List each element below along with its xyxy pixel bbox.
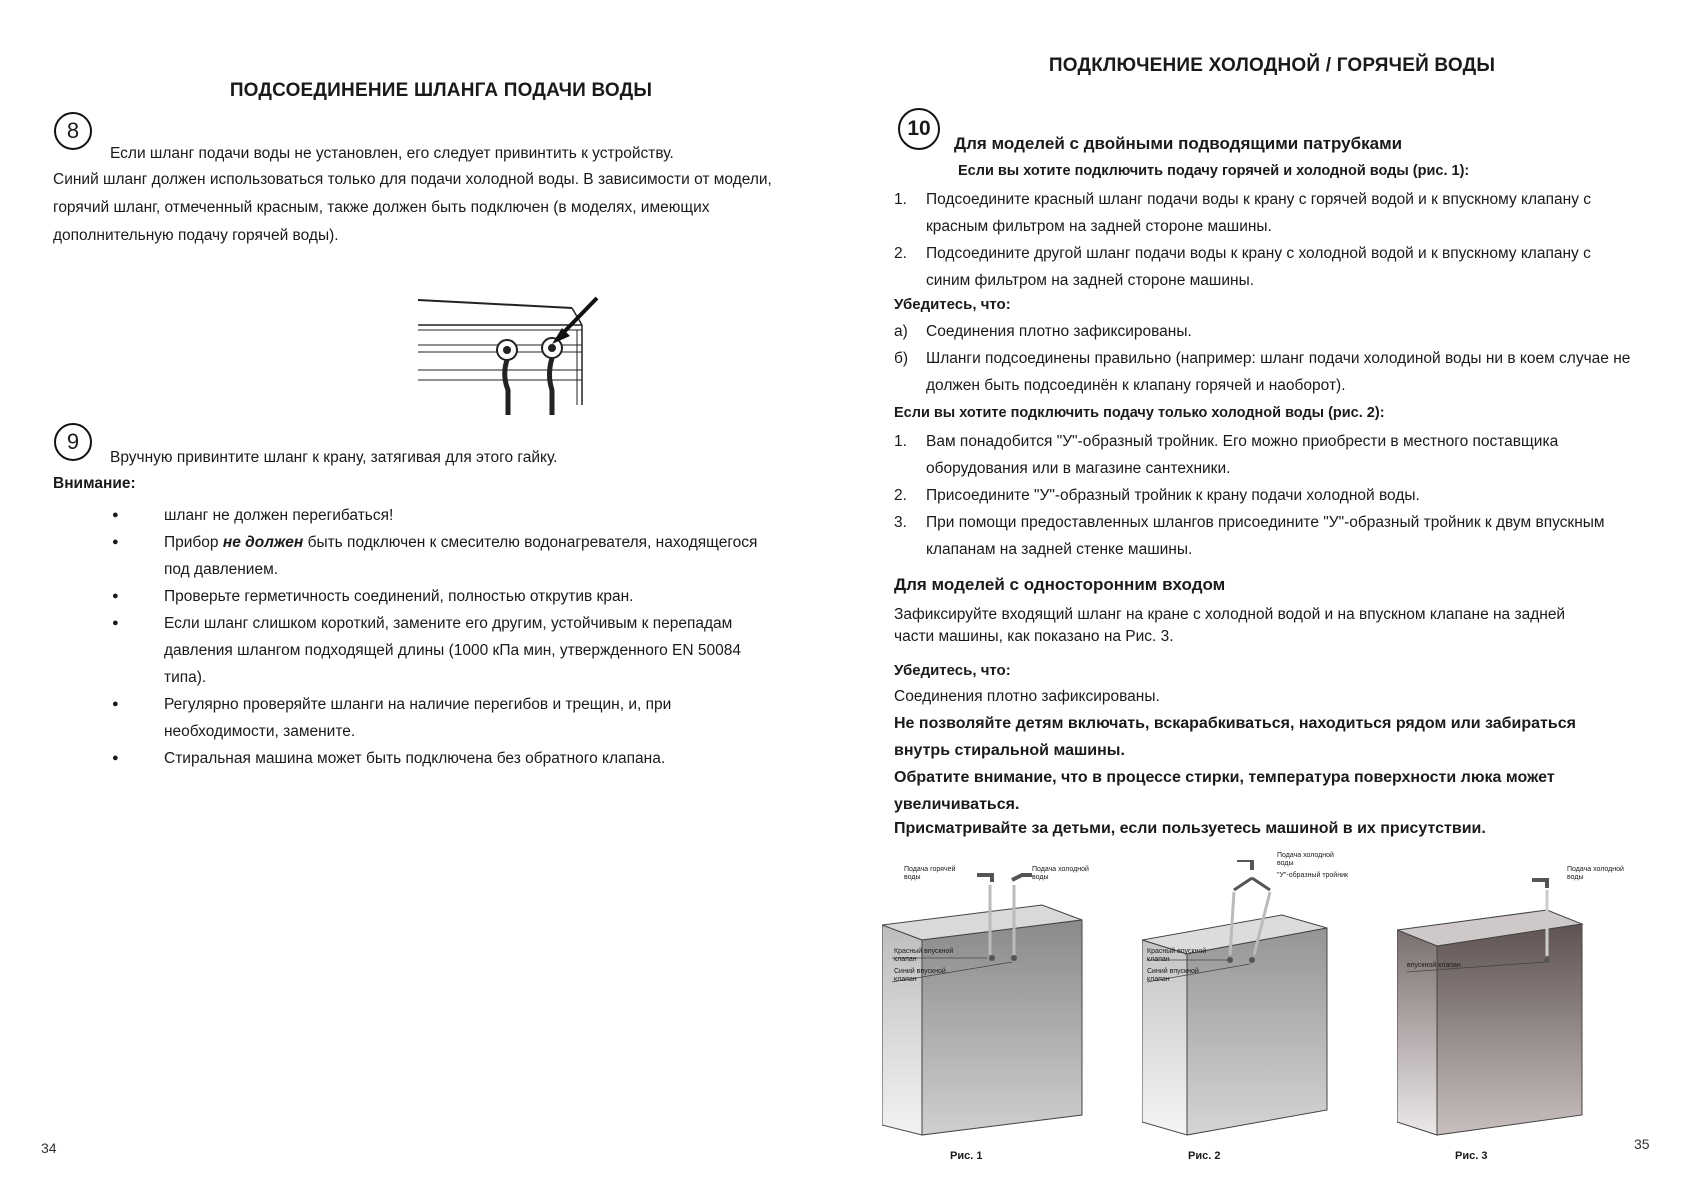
step-text: Подсоедините красный шланг подачи воды к крану с горячей водой и к впускному клапану с красным фильтром на задней стороне машины. bbox=[926, 191, 1592, 235]
figure-1-cold-label: Подача холодной воды bbox=[1032, 866, 1089, 881]
step-text: При помощи предоставленных шлангов присоедините "У"-образный тройник к двум впускным клапанам на задней стенке машины. bbox=[926, 514, 1605, 558]
check-marker: б) bbox=[894, 350, 909, 367]
step-number: 1. bbox=[894, 191, 907, 208]
step-number: 2. bbox=[894, 245, 907, 262]
figure-2 bbox=[1142, 852, 1382, 1162]
step-number: 1. bbox=[894, 433, 907, 450]
cold-steps bbox=[894, 428, 1634, 563]
step-number: 3. bbox=[894, 514, 907, 531]
bullet-text: Регулярно проверяйте шланги на наличие перегибов и трещин, и, при необходимости, замените. bbox=[164, 696, 672, 740]
ensure-label-1: Убедитесь, что: bbox=[894, 296, 1011, 313]
check-text: Соединения плотно зафиксированы. bbox=[926, 323, 1192, 340]
attention-list bbox=[112, 502, 772, 772]
step-10-badge: 10 bbox=[898, 108, 940, 150]
list-item bbox=[112, 583, 772, 610]
list-item bbox=[112, 502, 772, 529]
figure-2-blue-label: Синий впускной клапан bbox=[1147, 968, 1199, 983]
list-item bbox=[112, 529, 772, 583]
check-marker: а) bbox=[894, 323, 908, 340]
checks-list bbox=[894, 318, 1634, 399]
bullet-text: шланг не должен перегибаться! bbox=[164, 507, 394, 524]
figure-2-tee-label: "У"-образный тройник bbox=[1277, 872, 1349, 879]
step-8-first-line: Если шланг подачи воды не установлен, его следует привинтить к устройству. bbox=[110, 145, 674, 162]
step-8-text: Синий шланг должен использоваться только для подачи холодной воды. В зависимости от модели, горячий шланг, отмеченный красным, также должен быть подключен (в моделях, имеющих дополнительную подачу горячей воды). bbox=[53, 171, 772, 244]
figure-1-drawing bbox=[882, 860, 1122, 1150]
bullet-text: Стиральная машина может быть подключена без обратного клапана. bbox=[164, 750, 666, 767]
step-text: Подсоедините другой шланг подачи воды к крану с холодной водой и к впускному клапану с синим фильтром на задней стороне машины. bbox=[926, 245, 1591, 289]
figure-3 bbox=[1397, 860, 1637, 1160]
list-item bbox=[894, 509, 1634, 563]
list-item bbox=[894, 240, 1634, 294]
check-text: Шланги подсоединены правильно (например: шланг подачи холодиной воды ни в коем случае не должен быть подсоединён к клапану горячей и наоборот). bbox=[926, 350, 1631, 394]
warning-supervise: Присматривайте за детьми, если пользуетесь машиной в их присутствии. bbox=[894, 820, 1486, 837]
dual-heading: Для моделей с двойными подводящими патрубками bbox=[954, 134, 1403, 153]
figure-3-cold-label: Подача холодной воды bbox=[1567, 866, 1624, 881]
list-item bbox=[894, 428, 1634, 482]
bullet-prefix: Прибор bbox=[164, 534, 219, 551]
figure-1-caption: Рис. 1 bbox=[950, 1150, 983, 1162]
list-item bbox=[112, 610, 772, 691]
bullet-text: Проверьте герметичность соединений, полностью открутив кран. bbox=[164, 588, 634, 605]
right-title: ПОДКЛЮЧЕНИЕ ХОЛОДНОЙ / ГОРЯЧЕЙ ВОДЫ bbox=[1048, 55, 1496, 76]
figure-3-drawing bbox=[1397, 860, 1637, 1150]
dual-steps bbox=[894, 186, 1634, 294]
step-8-badge: 8 bbox=[54, 112, 92, 150]
step-9-badge: 9 bbox=[54, 423, 92, 461]
figure-1 bbox=[882, 860, 1122, 1160]
step-9-text: Вручную привинтите шланг к крану, затягивая для этого гайку. bbox=[110, 449, 558, 466]
figure-3-caption: Рис. 3 bbox=[1455, 1150, 1488, 1162]
figure-2-caption: Рис. 2 bbox=[1188, 1150, 1221, 1162]
cold-subheading: Если вы хотите подключить подачу только холодной воды (рис. 2): bbox=[894, 405, 1385, 421]
dual-subheading: Если вы хотите подключить подачу горячей и холодной воды (рис. 1): bbox=[958, 163, 1470, 179]
list-item bbox=[894, 186, 1634, 240]
figure-1-red-label: Красный впускной клапан bbox=[894, 948, 954, 963]
step-number: 2. bbox=[894, 487, 907, 504]
single-heading: Для моделей с односторонним входом bbox=[894, 575, 1226, 594]
bullet-text: Если шланг слишком короткий, замените его другим, устойчивым к перепадам давления шлангом подходящей длины (1000 кПа мин, утвержденного EN 50084 типа). bbox=[164, 615, 741, 686]
step-text: Вам понадобится "У"-образный тройник. Его можно приобрести в местного поставщика оборудования или в магазине сантехники. bbox=[926, 433, 1559, 477]
figure-2-red-label: Красный впускной клапан bbox=[1147, 948, 1207, 963]
warning-children: Не позволяйте детям включать, вскарабкиваться, находиться рядом или забираться внутрь стиральной машины. bbox=[894, 715, 1576, 759]
list-item bbox=[894, 345, 1634, 399]
list-item bbox=[112, 745, 772, 772]
right-page bbox=[842, 0, 1684, 1192]
page-number-left: 34 bbox=[41, 1140, 57, 1156]
attention-label: Внимание: bbox=[53, 475, 136, 492]
step-text: Присоедините "У"-образный тройник к крану подачи холодной воды. bbox=[926, 487, 1420, 504]
single-text: Зафиксируйте входящий шланг на кране с холодной водой и на впускном клапане на задней части машины, как показано на Рис. 3. bbox=[894, 606, 1566, 645]
ensure-label-2: Убедитесь, что: bbox=[894, 662, 1011, 679]
list-item bbox=[894, 318, 1634, 345]
figure-3-valve-label: впускной клапан bbox=[1407, 962, 1461, 969]
figure-1-hot-label: Подача горячей воды bbox=[904, 866, 956, 881]
ensure-text-2: Соединения плотно зафиксированы. bbox=[894, 688, 1160, 705]
tap-connection-illustration bbox=[412, 290, 612, 420]
bullet-text: быть подключен к смесителю водонагревателя, находящегося под давлением. bbox=[164, 534, 758, 578]
figure-2-cold-label: Подача холодной воды bbox=[1277, 852, 1334, 867]
figure-1-blue-label: Синий впускной клапан bbox=[894, 968, 946, 983]
left-title: ПОДСОЕДИНЕНИЕ ШЛАНГА ПОДАЧИ ВОДЫ bbox=[229, 80, 653, 101]
figure-2-drawing bbox=[1142, 860, 1382, 1150]
list-item bbox=[894, 482, 1634, 509]
warning-temperature: Обратите внимание, что в процессе стирки, температура поверхности люка может увеличиваться. bbox=[894, 769, 1555, 813]
bullet-emphasis: не должен bbox=[222, 534, 304, 551]
list-item bbox=[112, 691, 772, 745]
page-number-right: 35 bbox=[1634, 1136, 1650, 1152]
